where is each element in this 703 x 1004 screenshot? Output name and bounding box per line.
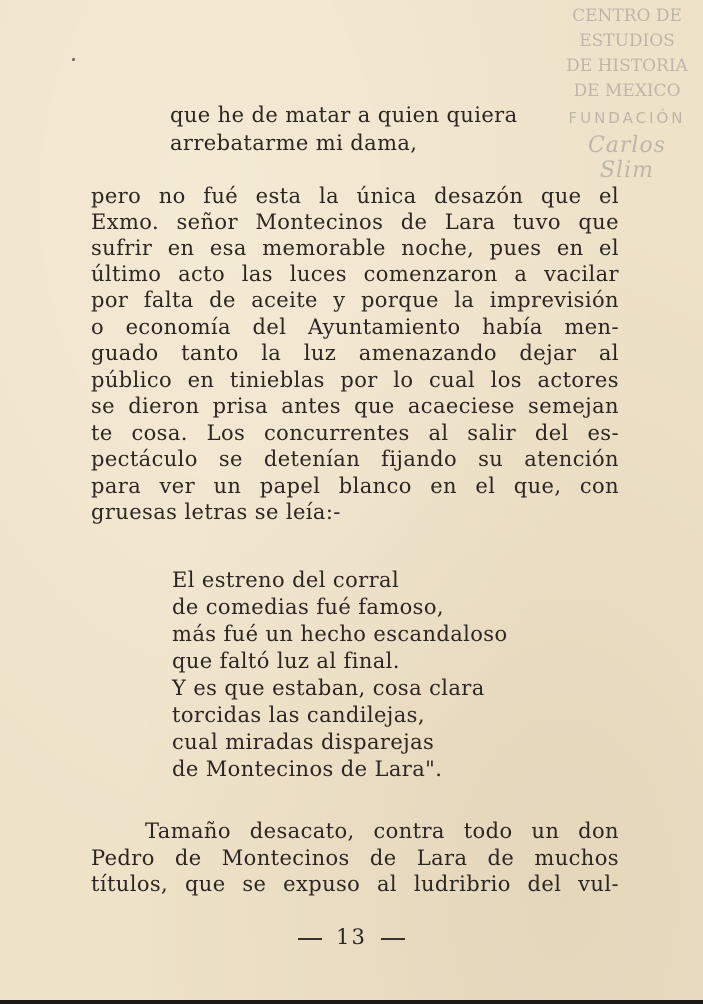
word: blanco: [338, 474, 412, 498]
word: del: [527, 872, 562, 896]
word: Lara: [444, 210, 496, 234]
word: no: [158, 184, 186, 208]
paragraph-line: [91, 845, 619, 871]
word: esta: [255, 184, 302, 208]
word: atención: [524, 447, 619, 471]
word: las: [241, 262, 273, 286]
word: la: [318, 184, 339, 208]
verse-middle-line: torcidas las candilejas,: [172, 703, 425, 727]
word: público: [91, 368, 173, 392]
word: esa: [209, 236, 247, 260]
word: tuvo: [512, 210, 561, 234]
word: sufrir: [91, 236, 153, 260]
word: detenían: [263, 447, 361, 471]
word: la: [454, 288, 475, 312]
word: Montecinos: [255, 210, 384, 234]
word: y: [333, 288, 346, 312]
paragraph-line: [91, 340, 619, 366]
word: al: [598, 341, 619, 365]
word: por: [91, 288, 129, 312]
word: Exmo.: [91, 210, 160, 234]
word: papel: [259, 474, 321, 498]
word: te: [91, 421, 113, 445]
word: imprevisión: [489, 288, 619, 312]
word: luces: [289, 262, 347, 286]
word: desazón: [434, 184, 524, 208]
dash-right: [381, 938, 405, 940]
word: con: [579, 474, 619, 498]
word: títulos,: [91, 872, 169, 896]
word: de: [369, 846, 397, 870]
word: economía: [125, 315, 231, 339]
word: en: [556, 236, 584, 260]
word: pues: [489, 236, 542, 260]
word: Montecinos: [221, 846, 350, 870]
verse-middle-line: cual miradas disparejas: [172, 730, 435, 754]
paragraph-line: gruesas letras se leía:-: [91, 500, 341, 524]
word: amenazando: [358, 341, 497, 365]
word: el: [599, 236, 619, 260]
word: ver: [159, 474, 196, 498]
word: antes: [281, 394, 341, 418]
word: vacilar: [544, 262, 619, 286]
word: para: [91, 474, 142, 498]
watermark-fundacion: FUNDACIÓN: [568, 109, 686, 127]
word: expuso: [283, 872, 361, 896]
watermark-line-2: ESTUDIOS: [579, 31, 675, 51]
verse-middle-line: de comedias fué famoso,: [172, 595, 444, 619]
word: acaeciese: [407, 394, 515, 418]
word: prisa: [212, 394, 269, 418]
word: dejar: [519, 341, 577, 365]
word: se: [218, 447, 243, 471]
word: de: [174, 846, 202, 870]
word: la: [261, 341, 282, 365]
word: cosa.: [131, 421, 188, 445]
watermark-line-4: DE MEXICO: [573, 81, 681, 101]
watermark-line-1: CENTRO DE: [572, 6, 682, 26]
word: del: [534, 421, 569, 445]
word: acto: [178, 262, 226, 286]
word: en: [167, 236, 195, 260]
word: a: [514, 262, 528, 286]
word: último: [91, 262, 162, 286]
paragraph-line: [91, 183, 619, 209]
word: es-: [587, 421, 619, 445]
word: o: [91, 315, 105, 339]
verse-top-line: que he de matar a quien quiera: [170, 103, 518, 127]
paragraph-line: [91, 871, 619, 897]
word: lo: [393, 368, 414, 392]
word: había: [482, 315, 543, 339]
word: salir: [467, 421, 517, 445]
watermark-line-3: DE HISTORIA: [566, 56, 688, 76]
word: Ayuntamiento: [307, 315, 461, 339]
paragraph-line: [91, 446, 619, 472]
word: única: [356, 184, 417, 208]
word: actores: [537, 368, 619, 392]
word: guado: [91, 341, 159, 365]
word: comenzaron: [363, 262, 498, 286]
word: Lara: [416, 846, 468, 870]
word: luz: [303, 341, 337, 365]
word: el: [599, 184, 619, 208]
word: men-: [564, 315, 619, 339]
word: concurrentes: [263, 421, 410, 445]
paragraph-line: [91, 261, 619, 287]
paragraph-line: [91, 287, 619, 313]
word: contra: [373, 819, 445, 843]
word: se: [242, 872, 267, 896]
word: pectáculo: [91, 447, 198, 471]
word: ludribrio: [413, 872, 511, 896]
word: su: [478, 447, 504, 471]
archive-watermark: [557, 4, 697, 183]
word: memorable: [262, 236, 386, 260]
paragraph-line: [91, 393, 619, 419]
word: que: [578, 210, 619, 234]
word: fijando: [381, 447, 458, 471]
word: Los: [206, 421, 246, 445]
word: que: [540, 184, 582, 208]
verse-top-line: arrebatarme mi dama,: [170, 131, 418, 155]
word: del: [252, 315, 287, 339]
verse-middle-line: El estreno del corral: [172, 568, 400, 592]
word: cual: [428, 368, 476, 392]
word: que,: [513, 474, 562, 498]
verse-middle-line: más fué un hecho escandaloso: [172, 622, 508, 646]
word: que: [354, 394, 395, 418]
paragraph-line: [91, 235, 619, 261]
verse-middle-line: Y es que estaban, cosa clara: [172, 676, 485, 700]
word: al: [377, 872, 398, 896]
word: al: [428, 421, 449, 445]
word: desacato,: [249, 819, 355, 843]
word: en: [187, 368, 215, 392]
word: fué: [203, 184, 239, 208]
word: de: [400, 210, 428, 234]
verse-middle-line: de Montecinos de Lara".: [172, 757, 443, 781]
word: vul-: [578, 872, 619, 896]
paragraph-line: [145, 818, 619, 844]
word: se: [91, 394, 116, 418]
word: un: [213, 474, 242, 498]
word: que: [184, 872, 226, 896]
word: en: [430, 474, 457, 498]
word: aceite: [251, 288, 318, 312]
word: señor: [176, 210, 238, 234]
paragraph-line: [91, 473, 619, 499]
word: tinieblas: [229, 368, 325, 392]
word: tanto: [181, 341, 239, 365]
word: el: [475, 474, 496, 498]
watermark-signature: Carlos Slim: [587, 133, 667, 183]
page-number: [0, 925, 703, 949]
word: falta: [143, 288, 194, 312]
paper-speck: [72, 58, 75, 61]
paragraph-line: [91, 209, 619, 235]
word: un: [531, 819, 560, 843]
word: muchos: [534, 846, 619, 870]
word: noche,: [401, 236, 475, 260]
word: Pedro: [91, 846, 155, 870]
word: pero: [91, 184, 142, 208]
dash-left: [298, 938, 322, 940]
paragraph-line: [91, 314, 619, 340]
verse-middle-line: que faltó luz al final.: [172, 649, 400, 673]
word: don: [578, 819, 619, 843]
word: Tamaño: [145, 819, 231, 843]
paragraph-line: [91, 420, 619, 446]
page-number-value: 13: [336, 925, 367, 949]
word: todo: [463, 819, 513, 843]
paragraph-line: [91, 367, 619, 393]
word: por: [340, 368, 378, 392]
word: de: [487, 846, 515, 870]
word: los: [490, 368, 522, 392]
word: porque: [360, 288, 439, 312]
word: dieron: [128, 394, 200, 418]
word: de: [209, 288, 236, 312]
word: semejan: [528, 394, 619, 418]
